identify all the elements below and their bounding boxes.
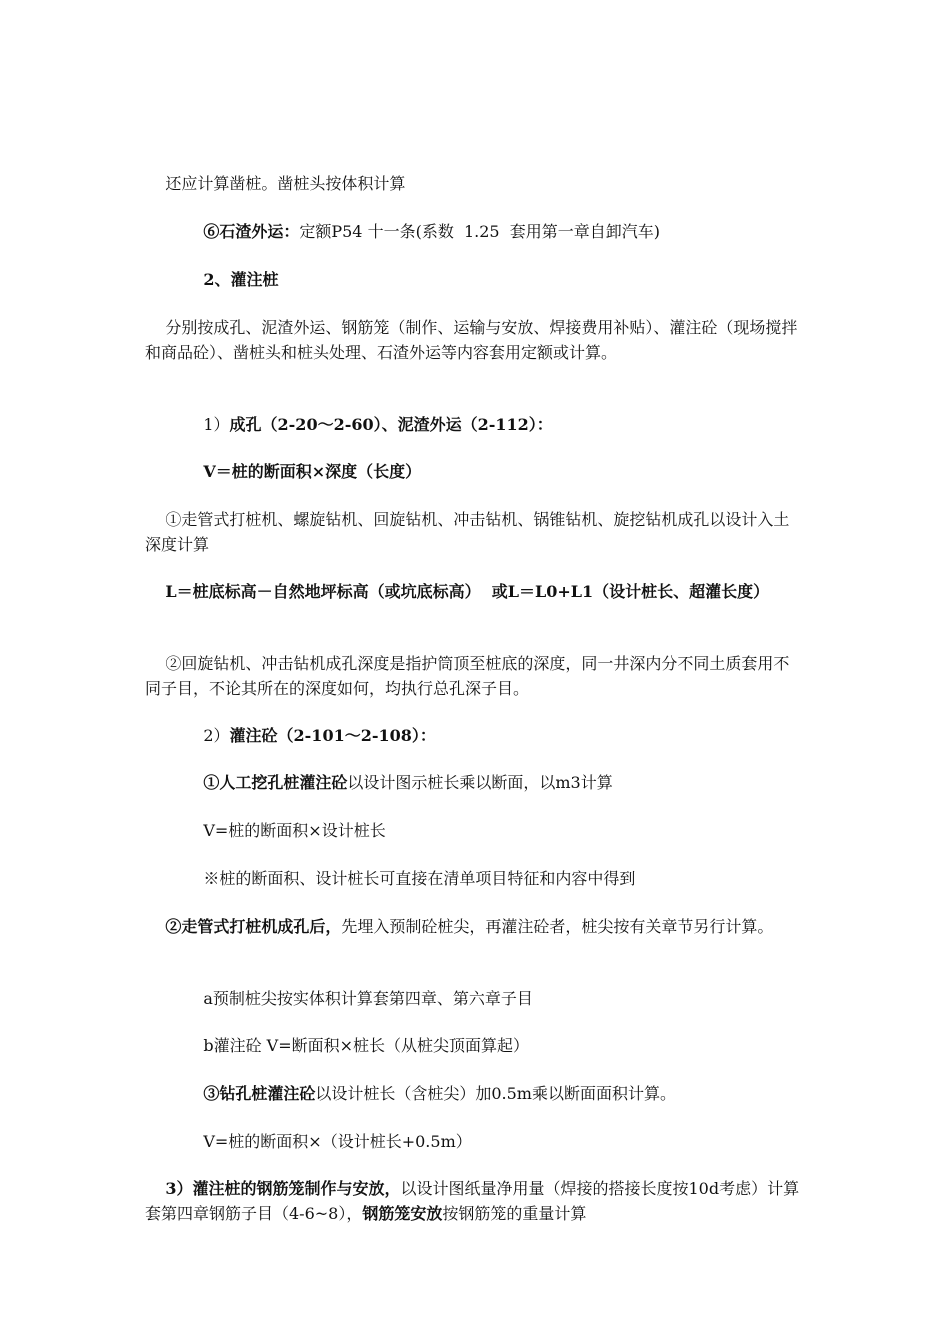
text: b灌注砼 V=断面积×桩长（从桩尖顶面算起） bbox=[203, 1036, 530, 1055]
bold-heading: ⑥石渣外运： bbox=[203, 222, 300, 241]
bold-heading: 灌注砼（2-101～2-108）： bbox=[229, 726, 436, 745]
text: 分别按成孔、泥渣外运、钢筋笼（制作、运输与安放、焊接费用补贴）、灌注砼（现场搅拌和商品砼）、凿桩头和桩头处理、石渣外运等内容套用定额或计算。 bbox=[145, 318, 798, 362]
bold-heading: ③钻孔桩灌注砼 bbox=[203, 1084, 316, 1103]
paragraph-3 bbox=[145, 290, 805, 390]
formula-2 bbox=[145, 554, 805, 629]
text: 以设计桩长（含桩尖）加0.5m乘以断面面积计算。 bbox=[315, 1084, 676, 1103]
paragraph-7 bbox=[145, 889, 805, 964]
bold-heading: 3）灌注桩的钢筋笼制作与安放， bbox=[165, 1179, 401, 1198]
bold-heading: 成孔（2-20～2-60）、泥渣外运（2-112）： bbox=[229, 415, 553, 434]
number: 2） bbox=[203, 726, 230, 745]
text: ②回旋钻机、冲击钻机成孔深度是指护筒顶至桩底的深度，同一井深内分不同土质套用不同子目，不论其所在的深度如何，均执行总孔深子目。 bbox=[145, 654, 790, 698]
text: 定额P54 十一条(系数 1.25 套用第一章自卸汽车) bbox=[299, 222, 661, 241]
text: a预制桩尖按实体积计算套第四章、第六章子目 bbox=[203, 989, 533, 1008]
text: 以设计图示桩长乘以断面，以m3计算 bbox=[347, 773, 613, 792]
bold-heading: ①人工挖孔桩灌注砼 bbox=[203, 773, 348, 792]
formula-text: V=桩的断面积×（设计桩长+0.5m） bbox=[203, 1132, 472, 1151]
bold-heading: ②走管式打桩机成孔后， bbox=[165, 917, 342, 936]
text: 还应计算凿桩。凿桩头按体积计算 bbox=[165, 174, 406, 193]
text: 以设计图纸量净用量（焊接的搭接长度按10d考虑）计算套第四章钢筋子目（4-6~8）， bbox=[145, 1179, 800, 1223]
text: 按钢筋笼的重量计算 bbox=[442, 1204, 587, 1223]
bold-heading: 钢筋笼安放 bbox=[362, 1204, 443, 1223]
formula-text: L＝桩底标高－自然地坪标高（或坑底标高） 或L＝L0+L1（设计桩长、超灌长度） bbox=[165, 582, 770, 601]
text: 先埋入预制砼桩尖，再灌注砼者，桩尖按有关章节另行计算。 bbox=[341, 917, 774, 936]
number: 1） bbox=[203, 415, 230, 434]
formula-text: V=桩的断面积×设计桩长 bbox=[203, 821, 386, 840]
heading-text: 2、灌注桩 bbox=[203, 270, 279, 289]
paragraph-9 bbox=[145, 1151, 805, 1251]
note-text: ※桩的断面积、设计桩长可直接在清单项目特征和内容中得到 bbox=[203, 869, 636, 888]
formula-text: V＝桩的断面积×深度（长度） bbox=[203, 462, 422, 481]
text: ①走管式打桩机、螺旋钻机、回旋钻机、冲击钻机、锅锥钻机、旋挖钻机成孔以设计入土深度计算 bbox=[145, 510, 790, 554]
